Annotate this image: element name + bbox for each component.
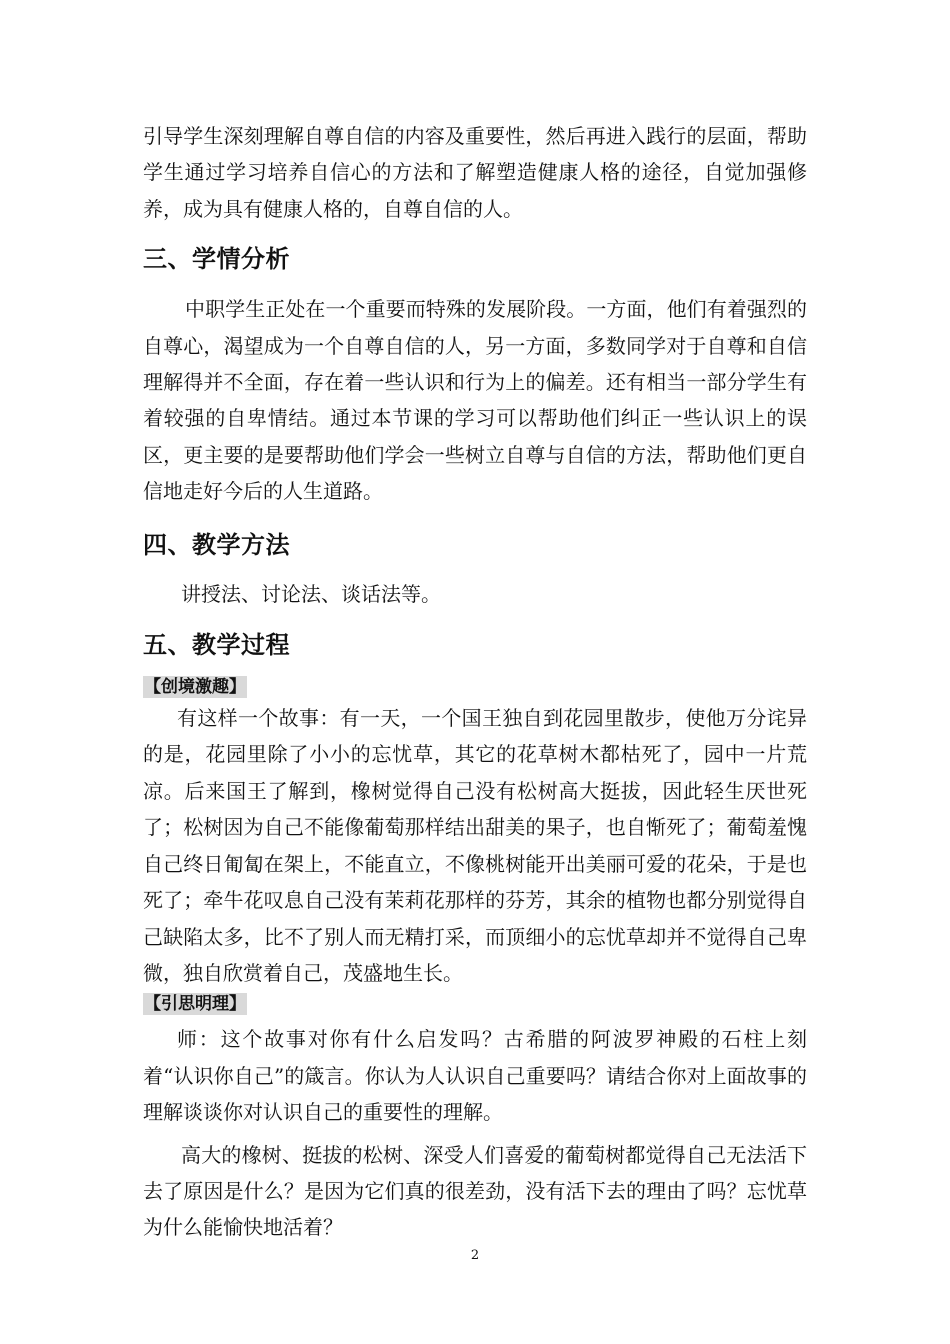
page-number: 2 — [470, 1248, 480, 1263]
section3-paragraph: 中职学生正处在一个重要而特殊的发展阶段。一方面，他们有着强烈的自尊心，渴望成为一个自尊自信的人，另一方面，多数同学对于自尊和自信理解得并不全面，存在着一些认识和行为上的偏差。还有相当一部分学生有着较强的自卑情结。通过本节课的学习可以帮助他们纠正一些认识上的误区，更主要的是要帮助他们学会一些树立自尊与自信的方法，帮助他们更自信地走好今后的人生道路。 — [143, 297, 807, 504]
subheading-container-1 — [143, 674, 807, 700]
section-heading-3: 三、学情分析 — [143, 245, 290, 274]
subheading-yinsi: 【引思明理】 — [144, 994, 246, 1015]
story-paragraph: 有这样一个故事：有一天，一个国王独自到花园里散步，使他万分诧异的是，花园里除了小小的忘忧草，其它的花草树木都枯死了，园中一片荒凉。后来国王了解到，橡树觉得自己没有松树高大挺拔，因此轻生厌世死了；松树因为自己不能像葡萄那样结出甜美的果子，也自惭死了；葡萄羞愧自己终日匍匐在架上，不能直立，不像桃树能开出美丽可爱的花朵，于是也死了；牵牛花叹息自己没有茉莉花那样的芬芳，其余的植物也都分别觉得自己缺陷太多，比不了别人而无精打采，而顶细小的忘忧草却并不觉得自己卑微，独自欣赏着自己，茂盛地生长。 — [143, 706, 807, 985]
trees-question-paragraph: 高大的橡树、挺拔的松树、深受人们喜爱的葡萄树都觉得自己无法活下去了原因是什么？是因为它们真的很差劲，没有活下去的理由了吗？忘忧草为什么能愉快地活着？ — [143, 1142, 807, 1240]
section-heading-5: 五、教学过程 — [143, 631, 290, 660]
section4-paragraph: 讲授法、讨论法、谈话法等。 — [181, 581, 441, 606]
section-heading-4: 四、教学方法 — [143, 530, 290, 559]
intro-paragraph: 引导学生深刻理解自尊自信的内容及重要性，然后再进入践行的层面，帮助学生通过学习培养自信心的方法和了解塑造健康人格的途径，自觉加强修养，成为具有健康人格的，自尊自信的人。 — [143, 124, 807, 221]
document-page — [143, 118, 807, 1246]
subheading-chuangjing: 【创境激趣】 — [144, 677, 246, 698]
subheading-container-2 — [143, 991, 807, 1017]
teacher-question-paragraph: 师：这个故事对你有什么启发吗？古希腊的阿波罗神殿的石柱上刻着“认识你自己”的箴言。你认为人认识自己重要吗？请结合你对上面故事的理解谈谈你对认识自己的重要性的理解。 — [143, 1027, 807, 1125]
